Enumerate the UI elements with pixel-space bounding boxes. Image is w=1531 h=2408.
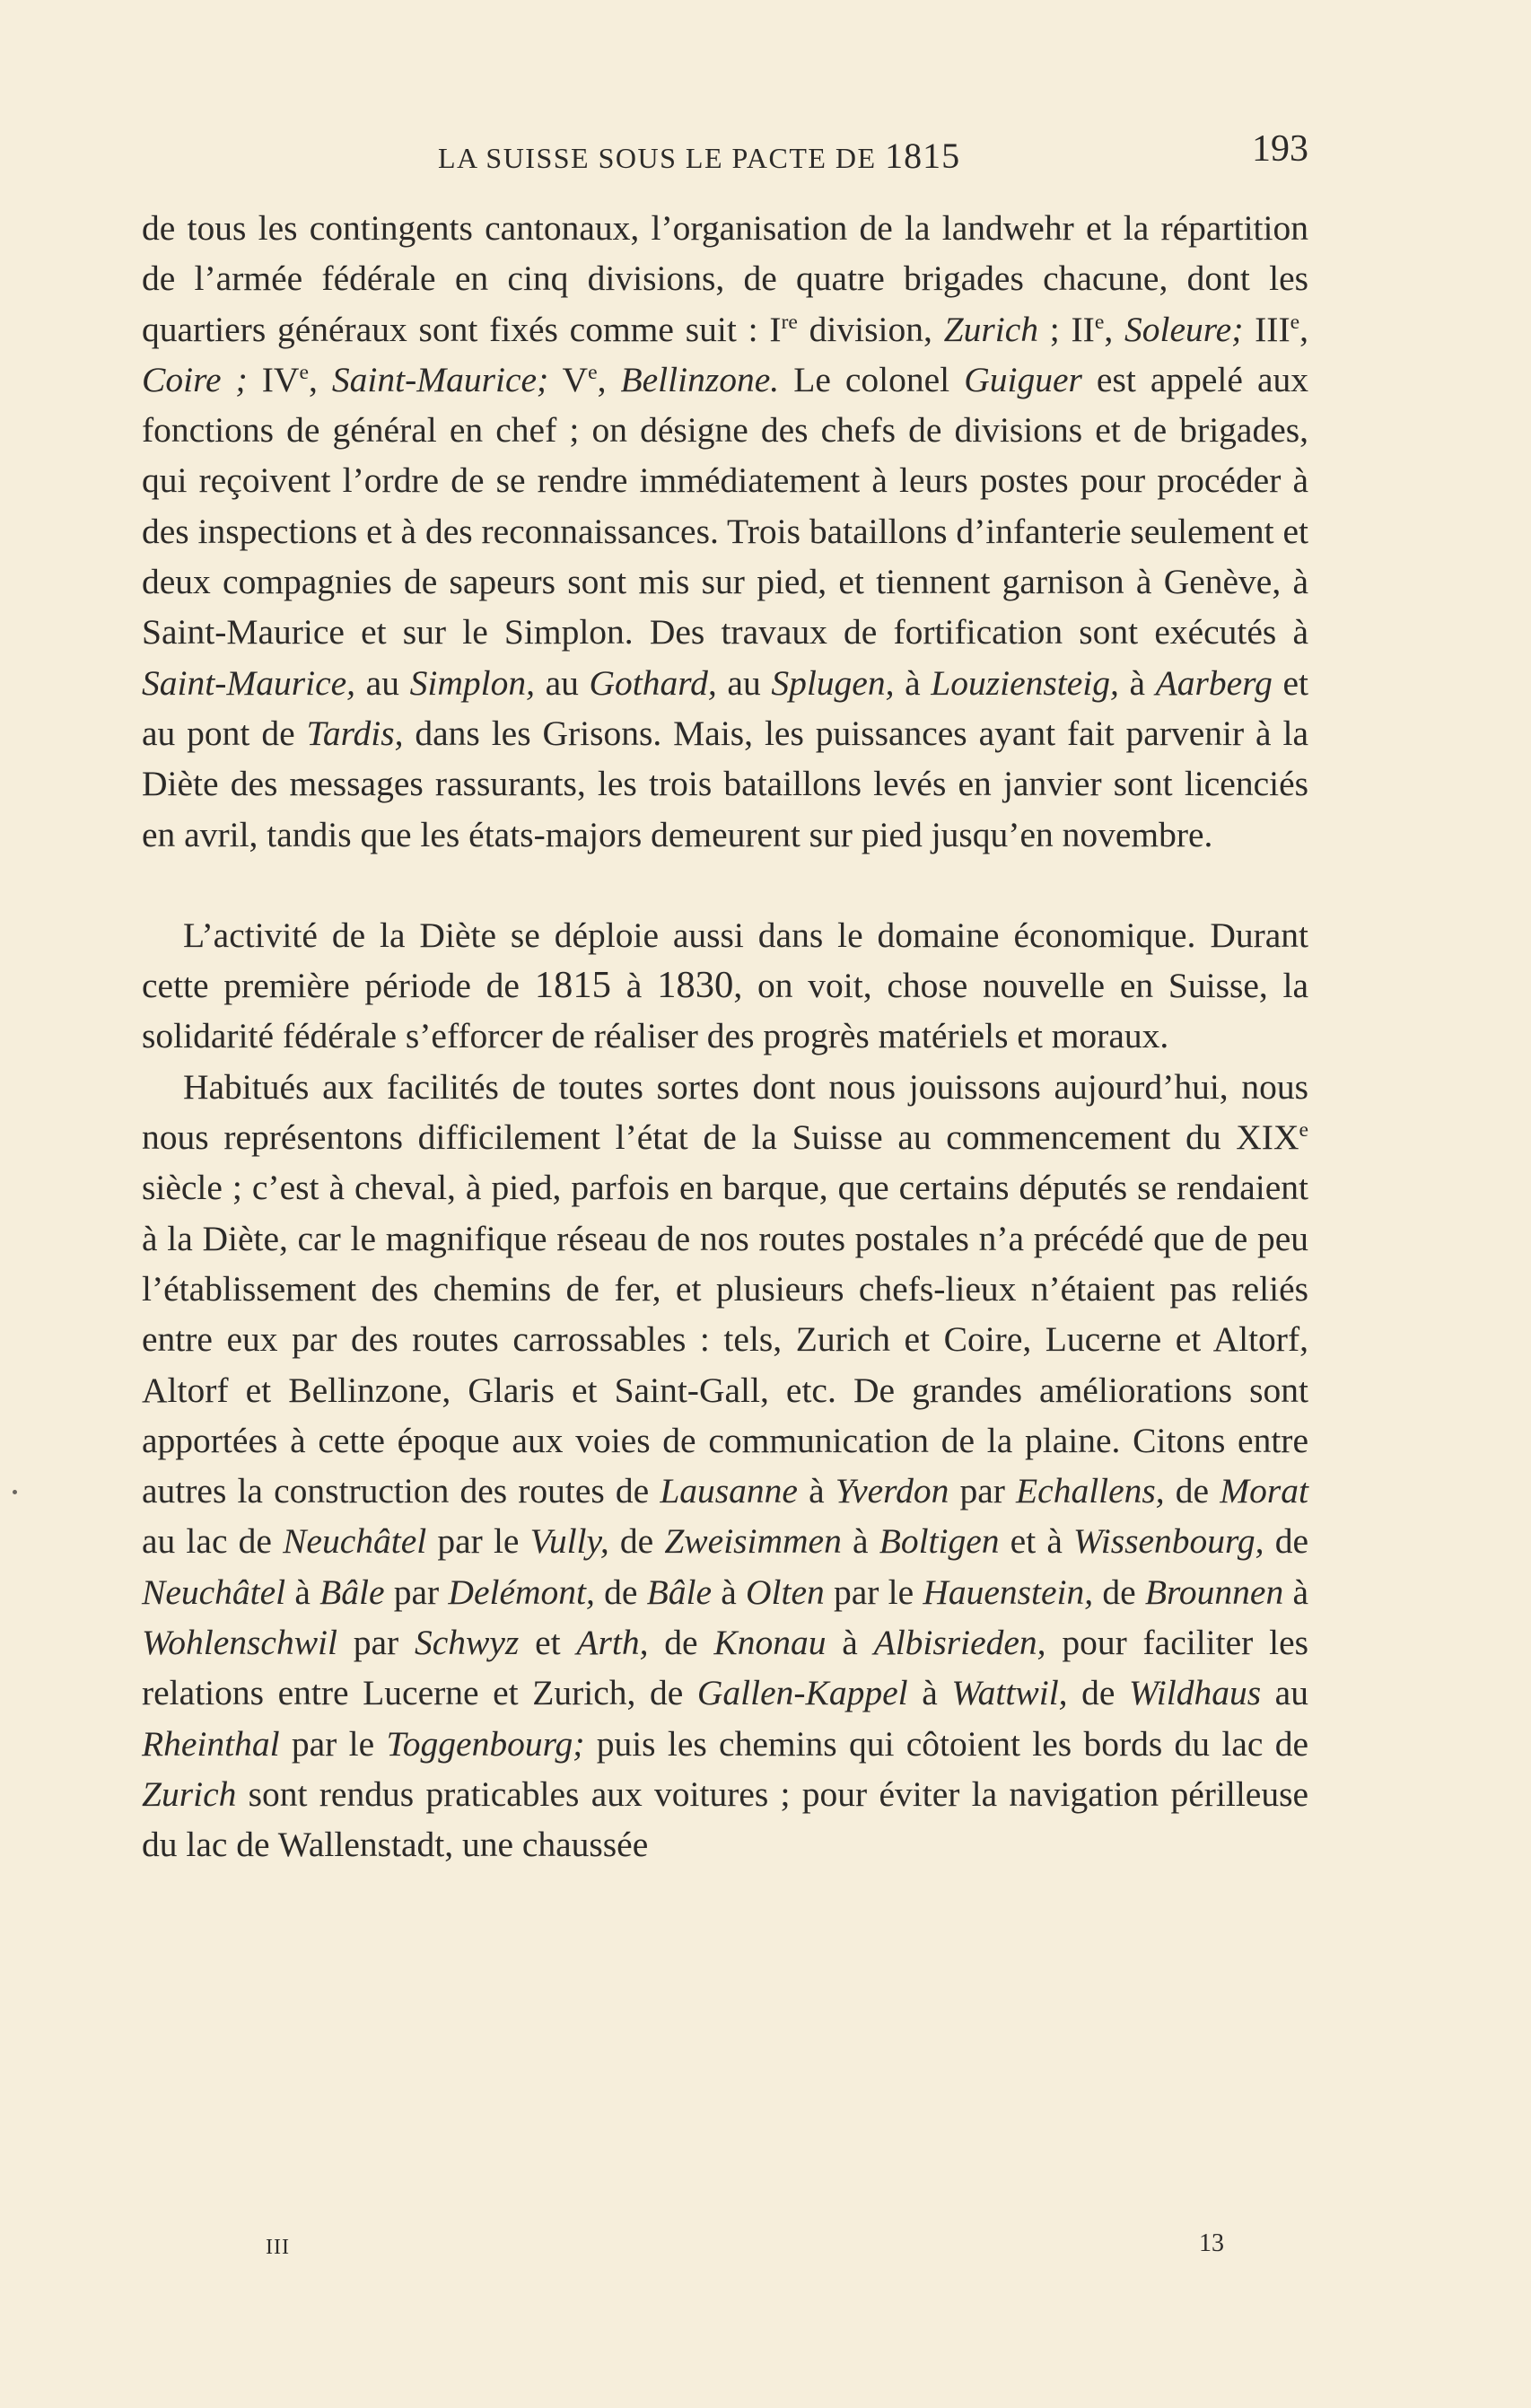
place-name: Olten: [745, 1572, 825, 1612]
ordinal-superscript: e: [299, 360, 309, 384]
text-run: au: [1261, 1673, 1308, 1713]
place-name: Saint-Maurice;: [331, 359, 549, 399]
place-name: Louziensteig,: [931, 662, 1119, 703]
paragraph-1: [142, 203, 1308, 860]
text-run: ,: [1104, 309, 1124, 349]
text-run: et au pont de: [142, 662, 1308, 753]
text-run: ,: [308, 359, 332, 399]
text-run: à: [841, 1521, 879, 1562]
page-header: [438, 127, 1308, 181]
year: 1830: [657, 964, 734, 1007]
place-name: Neuchâtel: [283, 1521, 427, 1562]
running-title: [438, 135, 960, 177]
text-run: division,: [797, 309, 944, 349]
ordinal-superscript: e: [1290, 310, 1300, 334]
text-run: est appelé aux fonctions de général en chef ; on désigne des chefs de divisions et de brigades, qui reçoivent l’ordre de se rendre immédiatement à leurs postes pour procéder à des inspections et à des reconnaissances. Trois bataillons d’infanterie seulement et deux compagnies de sapeurs sont mis sur pied, et tiennent garnison à Genève, à Saint-Maurice et sur le Simplon. Des travaux de fortification sont exécutés à: [142, 359, 1308, 652]
text-run: de: [1067, 1673, 1130, 1713]
margin-dot: [13, 1490, 17, 1494]
body-text: [142, 203, 1308, 1870]
year: 1815: [534, 964, 611, 1007]
place-name: Arth,: [576, 1623, 649, 1663]
text-run: siècle ; c’est à cheval, à pied, parfois en barque, que certains députés se rendaient à la Diète, car le magnifique réseau de nos routes postales n’a précédé que de peu l’établissement des chemins de fer, et plusieurs chefs-lieux n’étaient pas reliés entre eux par des routes carrossables : tels, Zurich et Coire, Lucerne et Altorf, Altorf et Bellinzone, Glaris et Saint-Gall, etc. De grandes améliorations sont apportées à cette époque aux voies de communication de la plaine. Citons entre autres la construction des routes de: [142, 1168, 1308, 1511]
text-run: dans les Grisons. Mais, les puissances ayant fait parvenir à la Diète des messages rassurants, les trois bataillons levés en janvier sont licenciés en avril, tandis que les états-majors demeurent sur pied jusqu’en novembre.: [142, 713, 1308, 854]
text-run: ; II: [1037, 309, 1095, 349]
text-run: à: [285, 1572, 320, 1612]
text-run: , on voit, chose nouvelle en Suisse, la solidarité fédérale s’efforcer de réaliser des progrès matériels et moraux.: [142, 966, 1308, 1056]
text-run: pour faciliter les relations entre Lucerne et Zurich, de: [142, 1623, 1308, 1713]
text-run: V: [548, 359, 589, 399]
sheet-number: 13: [1199, 2229, 1224, 2257]
text-run: Habitués aux facilités de toutes sortes dont nous jouissons aujourd’hui, nous nous représentons difficilement l’état de la Suisse au commencement du XIX: [142, 1066, 1308, 1158]
text-run: et à: [999, 1521, 1074, 1562]
text-run: par le: [426, 1521, 530, 1562]
text-run: à: [907, 1673, 952, 1713]
place-name: Tardis,: [306, 713, 404, 753]
text-run: au: [534, 662, 590, 703]
text-run: à: [1283, 1572, 1308, 1612]
place-name: Echallens,: [1016, 1471, 1165, 1511]
text-run: de: [594, 1572, 647, 1612]
text-run: à: [826, 1623, 874, 1663]
text-run: de: [608, 1521, 665, 1562]
place-name: Boltigen: [879, 1521, 1000, 1562]
text-run: IV: [247, 359, 300, 399]
place-name: Bâle: [319, 1572, 385, 1612]
place-name: Knonau: [713, 1623, 827, 1663]
ordinal-superscript: e: [588, 360, 598, 384]
place-name: Simplon,: [409, 662, 535, 703]
text-run: à: [1118, 662, 1156, 703]
place-name: Bâle: [646, 1572, 712, 1612]
place-name: Brounnen: [1144, 1572, 1284, 1612]
text-run: sont rendus praticables aux voitures ; pour éviter la navigation périlleuse du lac de Wallenstadt, une chaussée: [142, 1773, 1308, 1865]
ordinal-superscript: e: [1299, 1117, 1308, 1142]
text-run: Le colonel: [779, 359, 965, 399]
text-run: de: [1264, 1521, 1308, 1562]
text-run: L’activité de la Diète se déploie aussi dans le domaine économique. Durant cette première période de: [142, 915, 1308, 1006]
text-run: à: [797, 1471, 835, 1511]
text-run: au lac de: [142, 1521, 284, 1562]
page-number: 193: [1252, 128, 1308, 170]
text-run: ,: [1299, 309, 1308, 349]
text-run: à: [894, 662, 932, 703]
paragraph-2: [142, 910, 1308, 1062]
place-name: Rheinthal: [142, 1723, 280, 1764]
text-run: de: [1164, 1471, 1220, 1511]
text-run: à: [611, 966, 658, 1006]
person-name: Guiguer: [964, 359, 1082, 399]
place-name: Wissenbourg,: [1073, 1521, 1264, 1562]
text-run: de: [1093, 1572, 1145, 1612]
text-run: par: [337, 1623, 415, 1663]
text-run: puis les chemins qui côtoient les bords du lac de: [584, 1723, 1308, 1764]
place-name: Toggenbourg;: [386, 1723, 585, 1764]
place-name: Delémont,: [448, 1572, 595, 1612]
running-title-text: LA SUISSE SOUS LE PACTE DE: [438, 142, 877, 174]
text-run: à: [712, 1572, 746, 1612]
text-run: par le: [279, 1723, 387, 1764]
place-name: Gothard,: [589, 662, 717, 703]
place-name: Lausanne: [660, 1471, 798, 1511]
place-name: Albisrieden,: [873, 1623, 1046, 1663]
place-name: Schwyz: [415, 1623, 520, 1663]
place-name: Vully,: [529, 1521, 609, 1562]
place-name: Gallen-Kappel: [696, 1673, 908, 1713]
text-run: de: [648, 1623, 714, 1663]
place-name: Aarberg: [1155, 662, 1273, 703]
place-name: Coire ;: [142, 359, 248, 399]
text-run: de tous les contingents cantonaux, l’organisation de la landwehr et la répartition de l’armée fédérale en cinq divisions, de quatre brigades chacune, dont les quartiers généraux sont fixés comme suit : I: [142, 208, 1308, 349]
place-name: Zweisimmen: [664, 1521, 842, 1562]
place-name: Splugen,: [771, 662, 895, 703]
running-title-year: 1815: [885, 136, 961, 176]
place-name: Yverdon: [835, 1471, 949, 1511]
text-run: ,: [597, 359, 621, 399]
place-name: Soleure;: [1124, 309, 1244, 349]
text-run: et: [519, 1623, 577, 1663]
text-run: par: [384, 1572, 449, 1612]
signature-mark: III: [266, 2236, 290, 2259]
place-name: Wattwil,: [951, 1673, 1068, 1713]
place-name: Bellinzone.: [620, 359, 780, 399]
ordinal-superscript: e: [1094, 310, 1105, 334]
paragraph-3: [142, 1062, 1308, 1870]
text-run: par le: [824, 1572, 923, 1612]
place-name: Wildhaus: [1129, 1673, 1262, 1713]
place-name: Zurich: [142, 1773, 237, 1814]
place-name: Neuchâtel: [142, 1572, 286, 1612]
place-name: Wohlenschwil: [142, 1623, 337, 1663]
text-run: au: [716, 662, 772, 703]
place-name: Morat: [1220, 1471, 1308, 1511]
place-name: Hauenstein,: [923, 1572, 1094, 1612]
text-run: au: [355, 662, 410, 703]
text-run: par: [949, 1471, 1017, 1511]
ordinal-superscript: re: [781, 310, 798, 334]
text-run: III: [1243, 309, 1290, 349]
place-name: Zurich: [943, 309, 1038, 349]
place-name: Saint-Maurice,: [142, 662, 356, 703]
